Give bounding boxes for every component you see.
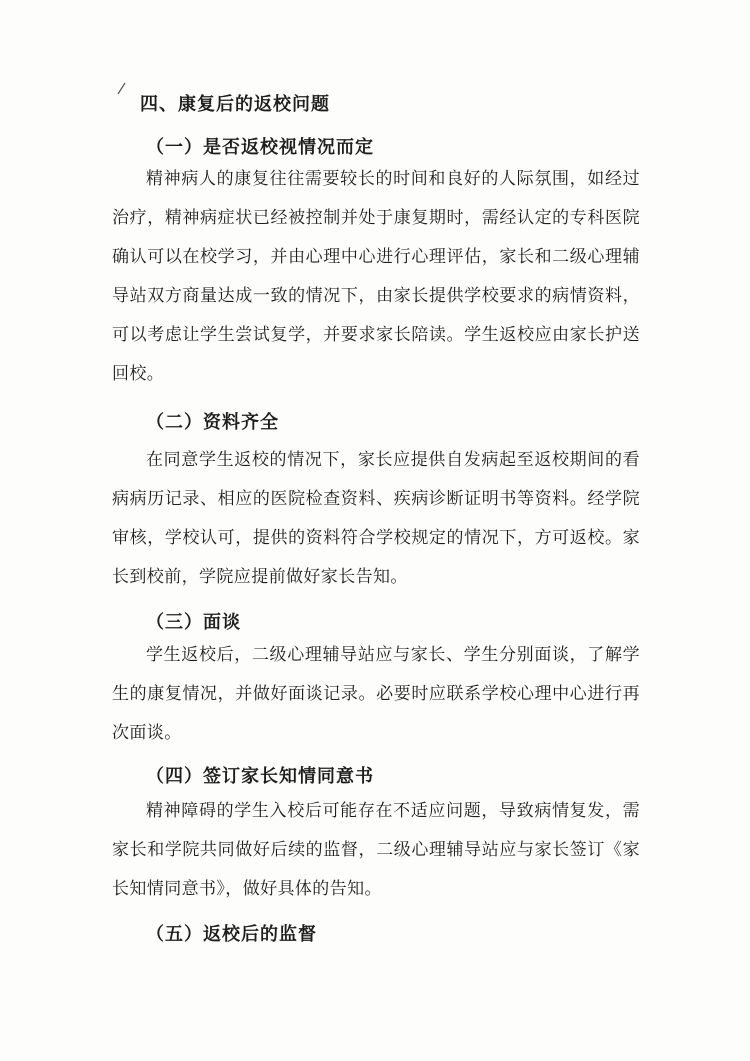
section-1-title: （一）是否返校视情况而定 xyxy=(146,137,374,158)
section-5-title: （五）返校后的监督 xyxy=(146,924,317,945)
section-4-body: 精神障碍的学生入校后可能存在不适应问题，导致病情复发，需家长和学院共同做好后续的监督，二级心理辅导站应与家长签订《家长知情同意书》，做好具体的告知。 xyxy=(112,801,640,899)
section-1-body: 精神病人的康复往往需要较长的时间和良好的人际氛围，如经过治疗，精神病症状已经被控制并处于康复期时，需经认定的专科医院确认可以在校学习，并由心理中心进行心理评估，家长和二级心理辅导站双方商量达成一致的情况下，由家长提供学校要求的病情资料，可以考虑让学生尝试复学，并要求家长陪读。学生返校应由家长护送回校。 xyxy=(112,169,640,384)
main-heading: 四、康复后的返校问题 xyxy=(140,94,330,115)
section-2-title: （二）资料齐全 xyxy=(146,412,279,433)
pen-mark xyxy=(116,82,126,96)
section-2-body: 在同意学生返校的情况下，家长应提供自发病起至返校期间的看病病历记录、相应的医院检查资料、疾病诊断证明书等资料。经学院审核，学校认可，提供的资料符合学校规定的情况下，方可返校。家长到校前，学院应提前做好家长告知。 xyxy=(112,450,640,587)
section-3-body: 学生返校后，二级心理辅导站应与家长、学生分别面谈，了解学生的康复情况，并做好面谈记录。必要时应联系学校心理中心进行再次面谈。 xyxy=(112,645,640,743)
section-4-title: （四）签订家长知情同意书 xyxy=(146,766,374,787)
section-3-title: （三）面谈 xyxy=(146,612,241,633)
